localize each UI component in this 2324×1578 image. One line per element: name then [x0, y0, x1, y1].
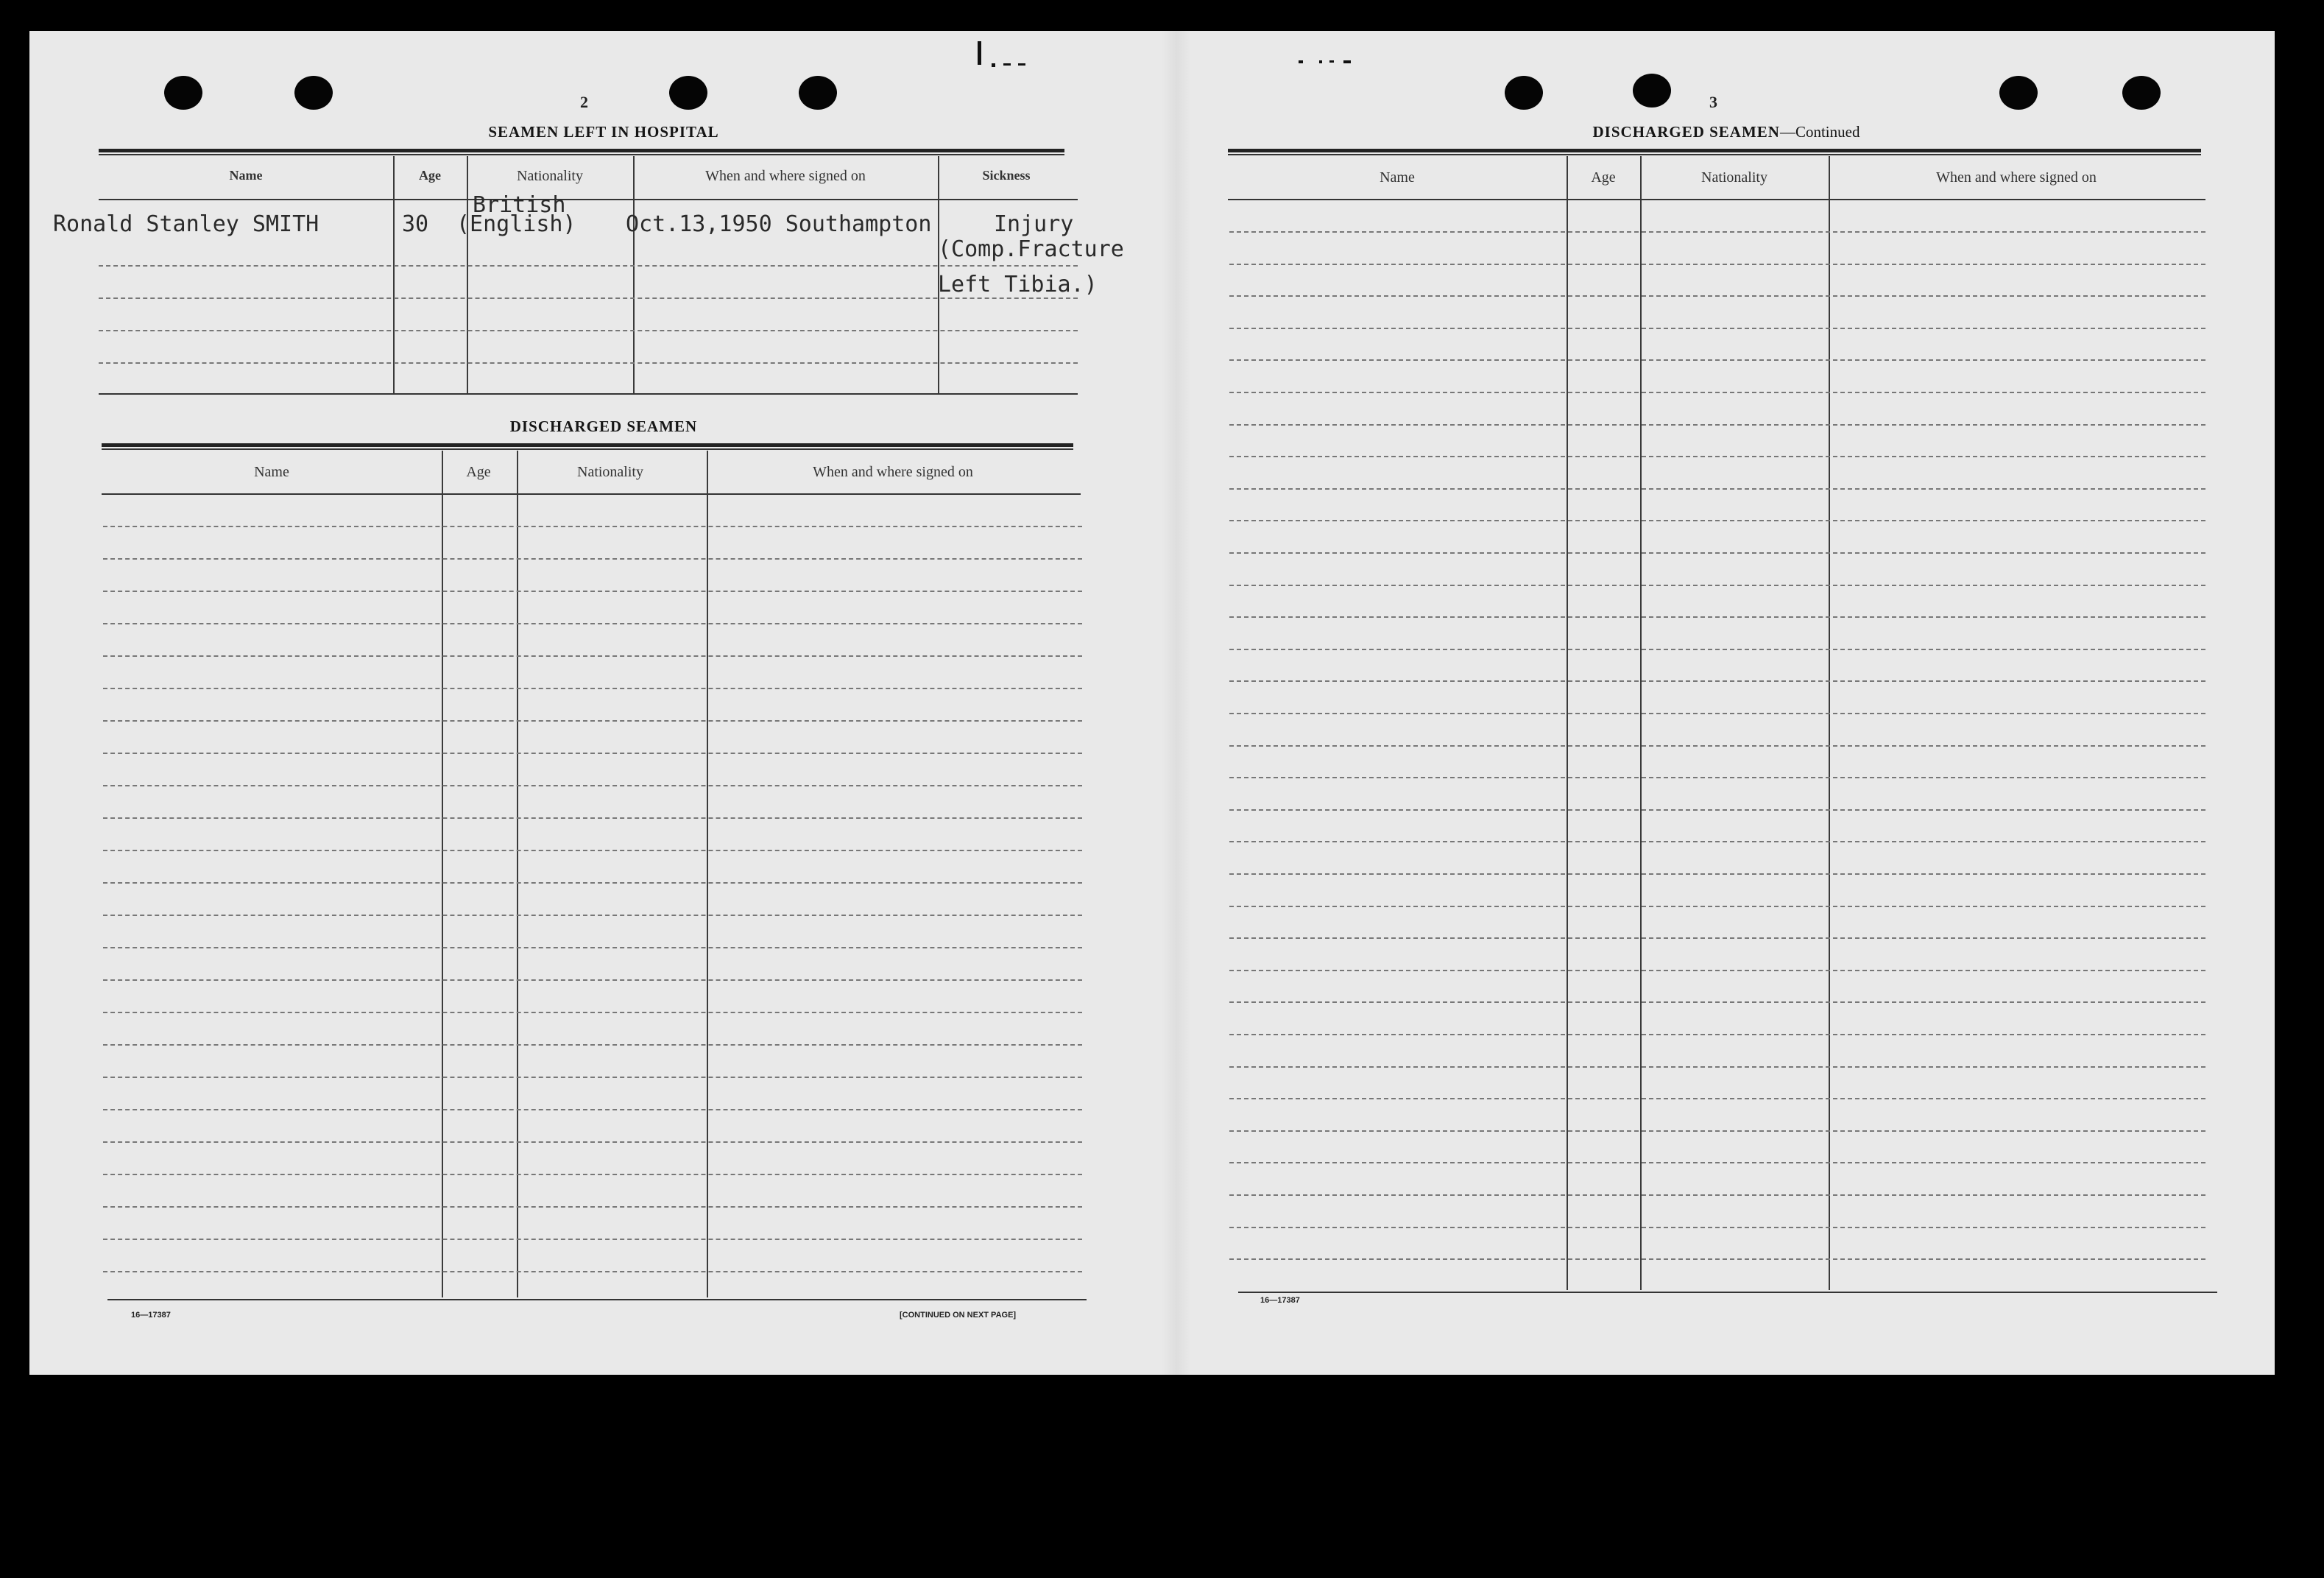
form-row-line	[1229, 1227, 2205, 1228]
punch-hole	[669, 76, 707, 110]
form-row-line	[103, 1239, 1082, 1240]
column-divider	[442, 451, 443, 1297]
column-divider	[467, 156, 468, 393]
ink-mark	[992, 63, 995, 67]
form-row-line	[1229, 1098, 2205, 1099]
punch-hole	[1999, 76, 2038, 110]
section-title-discharged-continued	[1487, 123, 1965, 141]
punch-hole	[2122, 76, 2161, 110]
form-row-line	[103, 915, 1082, 916]
header-rule	[102, 443, 1073, 447]
form-row-line	[103, 882, 1082, 884]
column-header: Nationality	[577, 464, 643, 480]
ink-mark	[1329, 60, 1334, 63]
form-row-line	[1229, 1258, 2205, 1260]
punch-hole	[164, 76, 202, 110]
form-row-line	[1229, 970, 2205, 971]
form-number: 16—17387	[131, 1311, 171, 1320]
form-row-line	[99, 362, 1078, 364]
entry-sickness: (Comp.Fracture	[938, 236, 1124, 262]
section-bottom-rule	[107, 1299, 1087, 1300]
form-row-line	[103, 1109, 1082, 1110]
column-header: Age	[466, 464, 491, 480]
form-row-line	[99, 330, 1078, 331]
ink-mark	[1343, 60, 1351, 63]
column-header: Age	[1591, 169, 1616, 186]
section-bottom-rule	[1238, 1292, 2217, 1293]
column-header: When and where signed on	[813, 464, 973, 480]
column-header-rule	[102, 493, 1081, 495]
column-header: When and where signed on	[1936, 169, 2097, 186]
form-row-line	[1229, 777, 2205, 778]
header-rule	[99, 154, 1064, 155]
form-row-line	[1229, 552, 2205, 554]
ink-mark	[1003, 63, 1011, 66]
title-text: DISCHARGED SEAMEN	[1592, 123, 1780, 141]
form-row-line	[1229, 906, 2205, 907]
form-row-line	[1229, 809, 2205, 811]
form-row-line	[1229, 873, 2205, 875]
form-row-line	[103, 591, 1082, 592]
form-row-line	[103, 1012, 1082, 1013]
ink-mark	[978, 41, 981, 65]
column-divider	[1567, 156, 1568, 1290]
form-row-line	[1229, 424, 2205, 426]
form-row-line	[1229, 264, 2205, 265]
form-row-line	[1229, 520, 2205, 521]
form-row-line	[103, 785, 1082, 786]
punch-hole	[1505, 76, 1543, 110]
form-row-line	[1229, 392, 2205, 393]
form-number: 16—17387	[1260, 1296, 1300, 1305]
form-row-line	[1229, 1162, 2205, 1163]
form-row-line	[1229, 295, 2205, 297]
form-row-line	[103, 1271, 1082, 1272]
punch-hole	[294, 76, 333, 110]
form-row-line	[1229, 456, 2205, 457]
entry-sickness: Injury	[994, 211, 1074, 237]
form-row-line	[1229, 1194, 2205, 1196]
header-rule	[102, 448, 1073, 450]
entry-name: Ronald Stanley SMITH	[53, 211, 319, 237]
form-row-line	[1229, 231, 2205, 233]
ink-mark	[1018, 63, 1025, 66]
header-rule	[1228, 154, 2201, 155]
column-divider	[517, 451, 518, 1297]
column-divider	[633, 156, 635, 393]
entry-sickness: Left Tibia.)	[938, 272, 1098, 297]
continued-note: [CONTINUED ON NEXT PAGE]	[900, 1311, 1017, 1320]
section-title-hospital: SEAMEN LEFT IN HOSPITAL	[488, 123, 719, 141]
column-header-rule	[99, 199, 1078, 200]
form-row-line	[103, 623, 1082, 624]
form-row-line	[1229, 328, 2205, 329]
form-row-line	[1229, 841, 2205, 842]
entry-nationality: (English)	[456, 211, 576, 237]
section-title-discharged: DISCHARGED SEAMEN	[509, 418, 698, 435]
column-header: Age	[419, 168, 441, 183]
form-row-line	[99, 297, 1078, 299]
header-rule	[1228, 149, 2201, 152]
column-header: Name	[1380, 169, 1415, 186]
form-row-line	[103, 1206, 1082, 1208]
page-number: 2	[580, 93, 588, 111]
form-row-line	[1229, 585, 2205, 586]
entry-age: 30	[402, 211, 429, 237]
form-row-line	[1229, 1001, 2205, 1003]
form-row-line	[103, 558, 1082, 560]
form-row-line	[103, 817, 1082, 819]
section-bottom-rule	[99, 393, 1078, 395]
form-row-line	[1229, 1034, 2205, 1035]
form-row-line	[1229, 649, 2205, 650]
form-row-line	[1229, 1130, 2205, 1132]
column-header: Sickness	[982, 168, 1031, 183]
page-number: 3	[1709, 93, 1717, 111]
column-header: Nationality	[1701, 169, 1767, 186]
form-row-line	[103, 1141, 1082, 1143]
punch-hole	[1633, 74, 1671, 108]
column-header: Nationality	[517, 168, 583, 184]
form-row-line	[1229, 680, 2205, 682]
entry-signed-on: Oct.13,1950 Southampton	[626, 211, 932, 237]
form-row-line	[103, 753, 1082, 754]
form-row-line	[99, 265, 1078, 267]
entry-nationality: British	[473, 192, 566, 218]
page-fold	[1162, 31, 1191, 1375]
form-row-line	[103, 720, 1082, 722]
form-row-line	[103, 1174, 1082, 1175]
form-row-line	[103, 979, 1082, 981]
form-row-line	[1229, 713, 2205, 714]
form-row-line	[103, 655, 1082, 657]
column-divider	[393, 156, 395, 393]
form-row-line	[103, 850, 1082, 851]
form-sheet	[29, 31, 2275, 1375]
form-row-line	[1229, 359, 2205, 361]
form-row-line	[1229, 937, 2205, 939]
form-row-line	[1229, 488, 2205, 490]
form-row-line	[103, 688, 1082, 689]
column-header: Name	[229, 168, 263, 183]
column-header: Name	[254, 464, 289, 480]
punch-hole	[799, 76, 837, 110]
ink-mark	[1319, 60, 1322, 63]
form-row-line	[103, 947, 1082, 948]
column-divider	[707, 451, 708, 1297]
form-row-line	[103, 1044, 1082, 1046]
form-row-line	[103, 526, 1082, 527]
title-suffix: —Continued	[1779, 123, 1860, 141]
column-header: When and where signed on	[705, 168, 866, 184]
form-row-line	[1229, 745, 2205, 747]
form-row-line	[1229, 616, 2205, 618]
column-divider	[1640, 156, 1642, 1290]
header-rule	[99, 149, 1064, 152]
form-row-line	[1229, 1066, 2205, 1068]
column-divider	[1829, 156, 1830, 1290]
ink-mark	[1299, 60, 1303, 63]
form-row-line	[103, 1077, 1082, 1078]
column-header-rule	[1228, 199, 2205, 200]
